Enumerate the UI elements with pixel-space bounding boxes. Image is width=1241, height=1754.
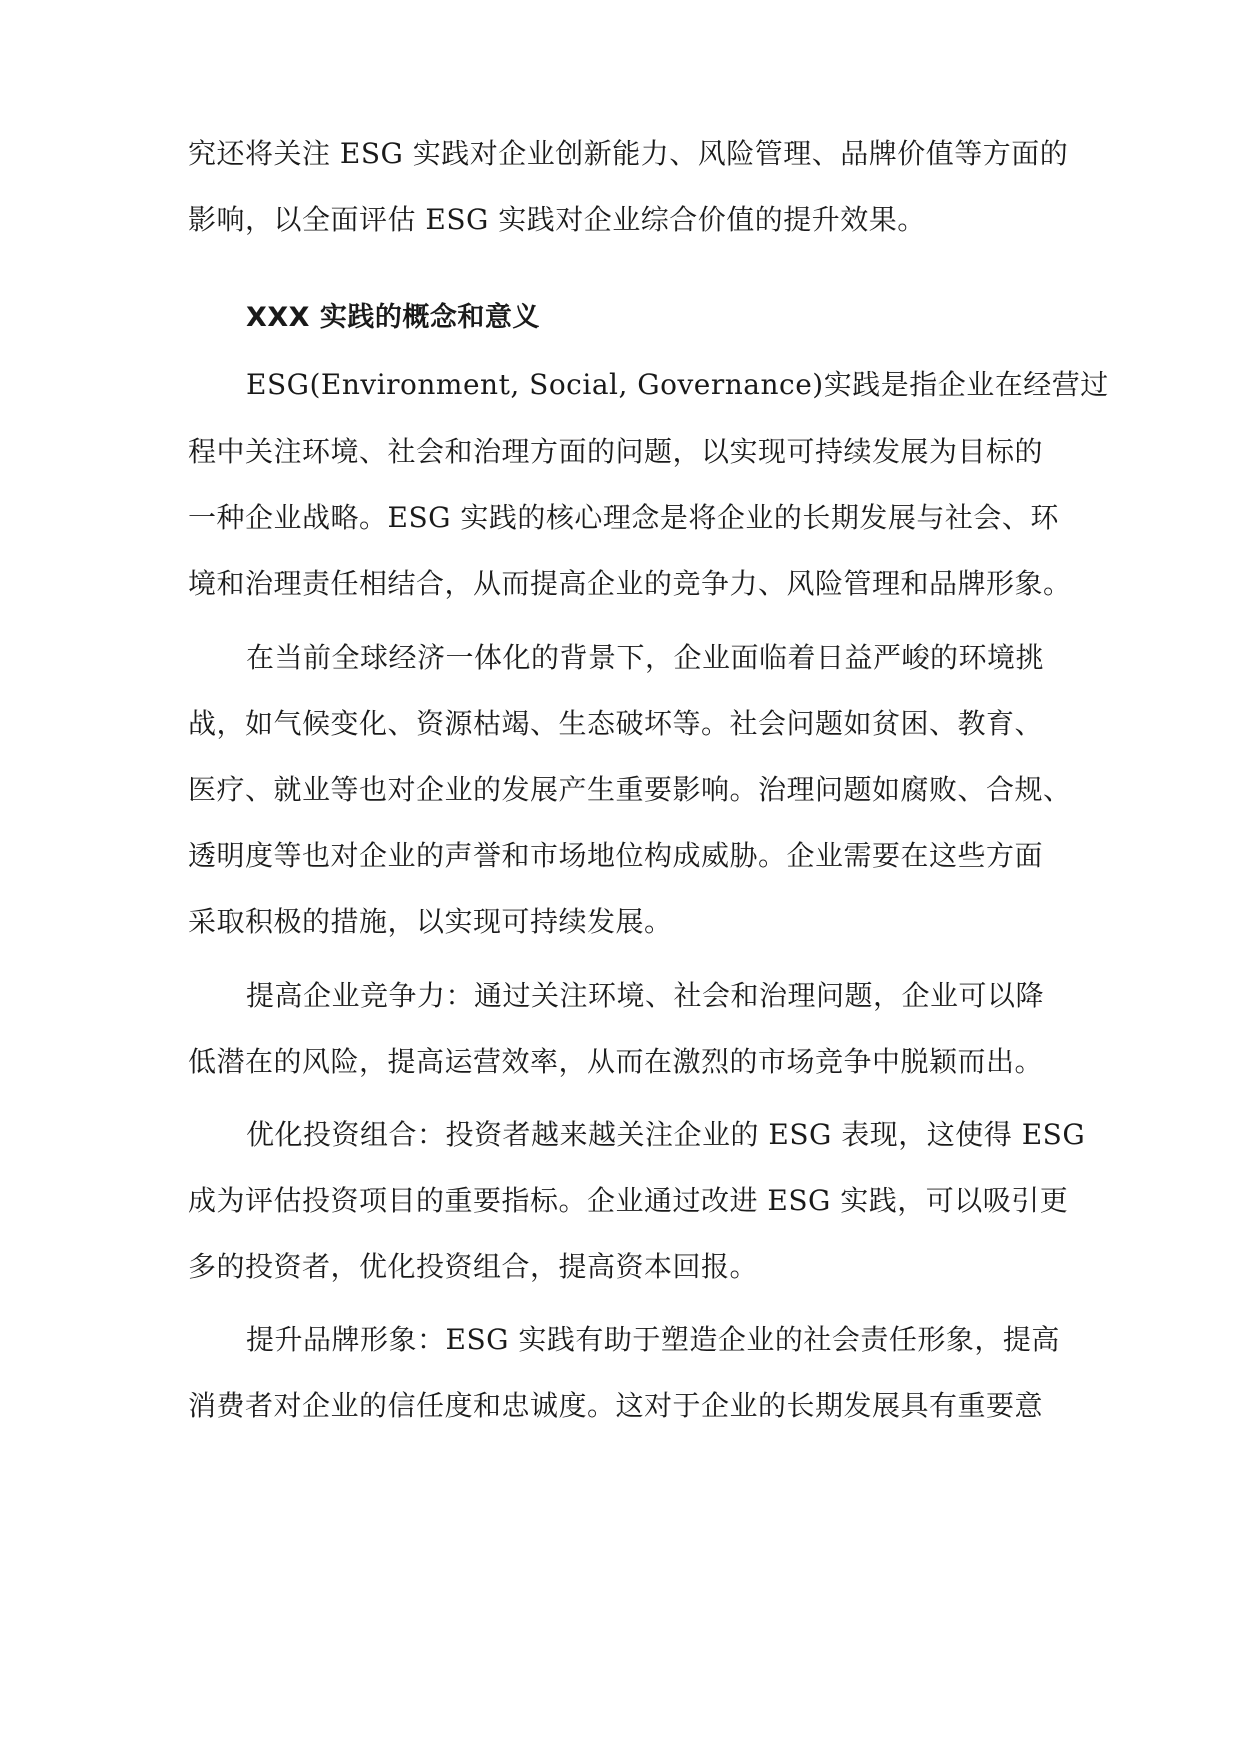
section-heading: XXX 实践的概念和意义 — [246, 302, 540, 333]
text-line: 医疗、就业等也对企业的发展产生重要影响。治理问题如腐败、合规、 — [188, 773, 1072, 806]
text-line: 低潜在的风险，提高运营效率，从而在激烈的市场竞争中脱颖而出。 — [188, 1045, 1044, 1078]
text-line: 究还将关注 ESG 实践对企业创新能力、风险管理、品牌价值等方面的 — [188, 137, 1069, 170]
text-line: 提升品牌形象：ESG 实践有助于塑造企业的社会责任形象，提高 — [246, 1323, 1060, 1356]
text-line: 多的投资者，优化投资组合，提高资本回报。 — [188, 1250, 759, 1283]
text-line: ESG(Environment, Social, Governance)实践是指企业在经营过 — [246, 368, 1109, 401]
text-line: 境和治理责任相结合，从而提高企业的竞争力、风险管理和品牌形象。 — [188, 567, 1072, 600]
text-line: 透明度等也对企业的声誉和市场地位构成威胁。企业需要在这些方面 — [188, 839, 1044, 872]
text-line: 成为评估投资项目的重要指标。企业通过改进 ESG 实践，可以吸引更 — [188, 1184, 1069, 1217]
text-line: 影响，以全面评估 ESG 实践对企业综合价值的提升效果。 — [188, 203, 926, 236]
text-line: 采取积极的措施，以实现可持续发展。 — [188, 905, 673, 938]
text-line: 提高企业竞争力：通过关注环境、社会和治理问题，企业可以降 — [246, 979, 1045, 1012]
text-line: 一种企业战略。ESG 实践的核心理念是将企业的长期发展与社会、环 — [188, 501, 1059, 534]
text-line: 优化投资组合：投资者越来越关注企业的 ESG 表现，这使得 ESG — [246, 1118, 1086, 1151]
text-line: 消费者对企业的信任度和忠诚度。这对于企业的长期发展具有重要意 — [188, 1389, 1044, 1422]
text-line: 在当前全球经济一体化的背景下，企业面临着日益严峻的环境挑 — [246, 641, 1045, 674]
text-line: 程中关注环境、社会和治理方面的问题，以实现可持续发展为目标的 — [188, 435, 1044, 468]
text-line: 战，如气候变化、资源枯竭、生态破坏等。社会问题如贫困、教育、 — [188, 707, 1044, 740]
